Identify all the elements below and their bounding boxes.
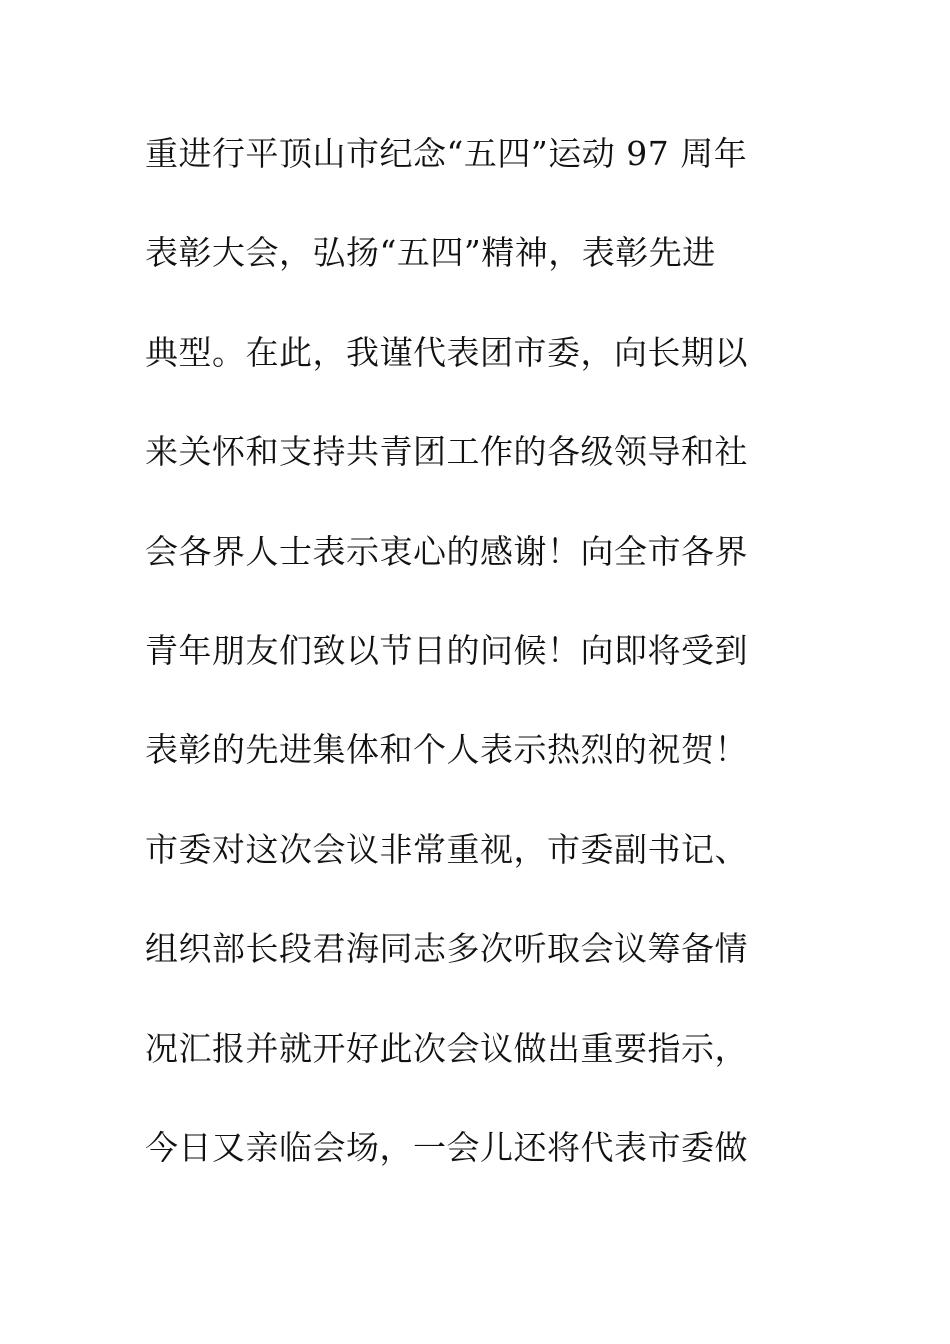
text-line: 况汇报并就开好此次会议做出重要指示， [145,1028,748,1068]
text-line: 重进行平顶山市纪念“五四”运动 97 周年 [145,134,748,173]
text-line: 典型。在此，我谨代表团市委，向长期以 [145,332,748,372]
text-line: 来关怀和支持共青团工作的各级领导和社 [145,432,748,472]
text-line: 会各界人士表示衷心的感谢！向全市各界 [145,531,748,571]
text-line: 表彰的先进集体和个人表示热烈的祝贺！ [145,730,748,770]
body-text [145,124,845,1217]
text-line: 青年朋友们致以节日的问候！向即将受到 [145,630,748,670]
text-line: 组织部长段君海同志多次听取会议筹备情 [145,929,748,969]
text-line: 表彰大会，弘扬“五四”精神，表彰先进 [145,233,716,273]
text-line: 市委对这次会议非常重视，市委副书记、 [145,829,748,869]
text-line: 今日又亲临会场，一会儿还将代表市委做 [145,1127,748,1167]
